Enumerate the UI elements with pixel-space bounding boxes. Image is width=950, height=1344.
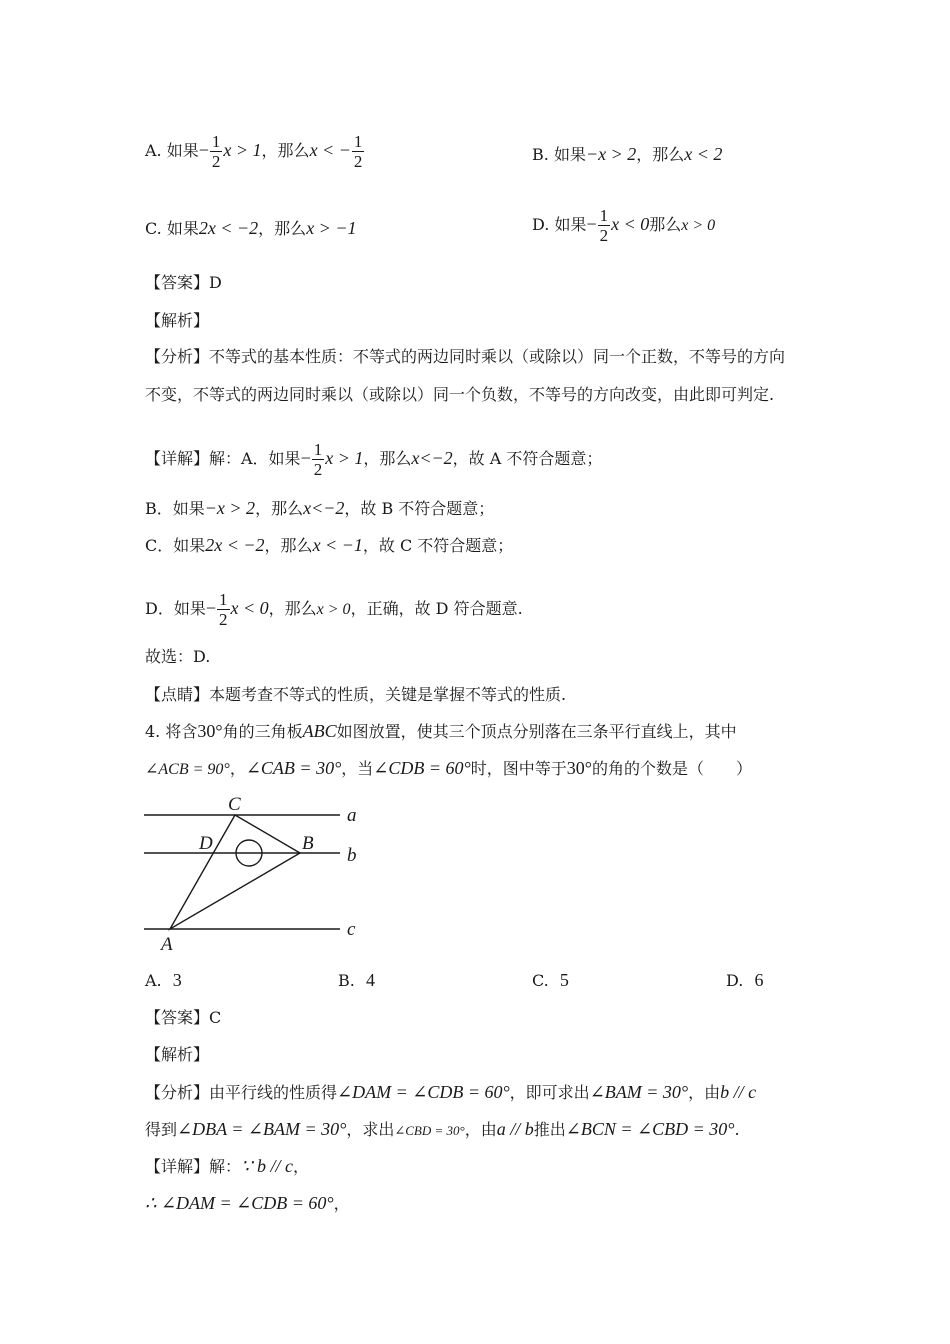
option-text: ，那么 (636, 145, 685, 164)
text: ， (229, 759, 246, 778)
label-line-b: b (347, 845, 357, 866)
text: ，由 (688, 1083, 721, 1102)
text: ，求出 (346, 1120, 395, 1139)
text: 的角的个数是（ ） (591, 759, 752, 778)
text: D．如果 (145, 599, 206, 618)
q3-detail-d: D．如果− $\frac{1}{2}$ x < 0，那么x > 0，正确，故 D 符合题意. (145, 590, 523, 629)
q4-analysis-title: 【解析】 (145, 1045, 210, 1064)
fraction: $\frac{1}{2}$ (599, 206, 609, 245)
q3-option-b (532, 142, 722, 165)
label-line-c: c (347, 919, 356, 940)
q4-answer: 【答案】C (145, 1008, 222, 1027)
math-expr: ∠BCN = ∠CBD = 30° (565, 1119, 735, 1139)
math-expr: ∠BAM = 30° (589, 1082, 689, 1102)
q4-detail-line1 (145, 1155, 309, 1178)
text: 【分析】由平行线的性质得 (145, 1083, 338, 1102)
q3-analysis-title: 【解析】 (145, 311, 210, 330)
math-expr: x > −1 (306, 218, 357, 238)
label-a-point: A (161, 934, 173, 955)
text: ，那么 (255, 499, 304, 518)
math-expr: 30° (566, 758, 592, 778)
text: B．如果 (145, 499, 205, 518)
text: ， (333, 1194, 350, 1213)
option-label: D. (532, 215, 550, 234)
text: ， (292, 1157, 309, 1176)
text: C．如果 (145, 536, 206, 555)
text: ，即可求出 (509, 1083, 590, 1102)
label-b-point: B (302, 833, 314, 854)
option-label: D. (726, 971, 744, 990)
math-expr: x > 0 (316, 601, 351, 618)
q3-detail-a: 【详解】解：A．如果− $\frac{1}{2}$ x > 1，那么x<−2，故 A 不符合题意； (145, 440, 603, 479)
option-value: 5 (559, 970, 569, 990)
text: ，那么 (268, 599, 317, 618)
q3-option-d: D. 如果− $\frac{1}{2}$ x < 0那么x > 0 (532, 206, 716, 245)
option-value: 3 (172, 970, 182, 990)
q3-choose: 故选：D. (145, 647, 211, 666)
q3-analysis-line2: 不变，不等式的两边同时乘以（或除以）同一个负数，不等号的方向改变，由此即可判定. (145, 385, 775, 404)
text: 推出 (533, 1120, 566, 1139)
text: 【详解】解：A．如果 (145, 449, 301, 468)
option-text: 如果 (553, 145, 586, 164)
math-expr: x > 0 (681, 217, 716, 234)
option-label: B. (338, 971, 355, 990)
math-expr: x < −1 (312, 535, 363, 555)
text: 得到 (145, 1120, 178, 1139)
q4-analysis-line1 (145, 1081, 756, 1104)
label-c-point: C (228, 794, 241, 815)
fraction: $\frac{1}{2}$ (211, 132, 221, 171)
fraction: $\frac{1}{2}$ (353, 132, 363, 171)
text: ，故 B 不符合题意； (344, 499, 495, 518)
math-expr: x > 1 (325, 448, 364, 468)
q4-stem-line1 (145, 720, 737, 743)
math-expr: 2x < −2 (198, 218, 259, 238)
text: ，那么 (264, 536, 313, 555)
math-expr: ∠DAM = ∠CDB = 60° (337, 1082, 510, 1102)
option-text: 那么 (649, 215, 682, 234)
text: ，由 (464, 1120, 497, 1139)
label-line-a: a (347, 805, 357, 826)
q4-detail-line2 (145, 1192, 350, 1215)
option-text: ，那么 (261, 141, 310, 160)
q3-analysis-line1: 【分析】不等式的基本性质：不等式的两边同时乘以（或除以）同一个正数，不等号的方向 (145, 347, 786, 366)
option-text: 如果 (554, 215, 587, 234)
fraction: $\frac{1}{2}$ (313, 440, 323, 479)
q3-answer: 【答案】D (145, 273, 222, 292)
text: ，那么 (363, 449, 412, 468)
text: 4. 将含 (145, 722, 198, 741)
q4-analysis-line2 (145, 1118, 740, 1142)
q3-option-c (145, 216, 356, 239)
q3-detail-b (145, 497, 494, 520)
q4-option-a (145, 970, 182, 991)
q4-option-c (532, 970, 569, 991)
triangle-abc (170, 815, 300, 929)
text: ，正确，故 D 符合题意. (350, 599, 523, 618)
q4-stem-line2 (145, 757, 752, 781)
fraction: $\frac{1}{2}$ (219, 590, 228, 629)
math-expr: x < 0 (611, 214, 650, 234)
math-expr: x<−2 (303, 498, 345, 518)
math-expr: x < 0 (230, 598, 269, 618)
option-label: B. (532, 145, 549, 164)
math-expr: x > 1 (223, 140, 262, 160)
math-expr: 2x < −2 (205, 535, 265, 555)
text: ，当 (341, 759, 374, 778)
math-expr: −x > 2 (204, 498, 256, 518)
text: . (734, 1120, 740, 1139)
text: 【详解】解： (145, 1157, 242, 1176)
math-expr: 30° (197, 721, 223, 741)
math-expr: ∠ACB = 90° (145, 761, 230, 778)
math-expr: ∵ b // c (241, 1156, 293, 1176)
math-expr: ∠DBA = ∠BAM = 30° (177, 1119, 347, 1139)
q3-detail-c (145, 534, 513, 557)
math-expr: ∴ ∠DAM = ∠CDB = 60° (145, 1193, 334, 1213)
option-value: 6 (754, 970, 764, 990)
math-expr: x < − (309, 140, 351, 160)
option-label: A. (145, 971, 162, 990)
triangle-figure (140, 792, 380, 957)
text: 如图放置，使其三个顶点分别落在三条平行直线上，其中 (336, 722, 737, 741)
option-label: A. (145, 141, 162, 160)
text: ，故 A 不符合题意； (452, 449, 603, 468)
math-expr: ABC (302, 721, 337, 741)
math-expr: a // b (496, 1119, 534, 1139)
math-expr: x < 2 (684, 144, 723, 164)
math-expr: −x > 2 (585, 144, 637, 164)
option-text: 如果 (166, 141, 199, 160)
math-expr: b // c (720, 1082, 757, 1102)
math-expr: x<−2 (411, 448, 453, 468)
option-text: ，那么 (258, 219, 307, 238)
option-text: 如果 (166, 219, 199, 238)
option-value: 4 (365, 970, 375, 990)
text: 角的三角板 (222, 722, 303, 741)
math-expr: ∠CDB = 60° (373, 758, 471, 778)
q3-option-a: A. 如果− $\frac{1}{2}$ x > 1，那么x < − $\frac{1}{2}$ (145, 132, 363, 171)
math-expr: ∠CBD = 30° (394, 1123, 465, 1138)
math-expr: ∠CAB = 30° (245, 758, 342, 778)
option-label: C. (145, 219, 162, 238)
option-label: C. (532, 971, 549, 990)
q4-option-d (726, 970, 763, 991)
label-d-point: D (199, 833, 213, 854)
q3-comment: 【点睛】本题考查不等式的性质，关键是掌握不等式的性质. (145, 685, 567, 704)
q4-option-b (338, 970, 375, 991)
text: ，故 C 不符合题意； (362, 536, 514, 555)
text: 时，图中等于 (470, 759, 567, 778)
